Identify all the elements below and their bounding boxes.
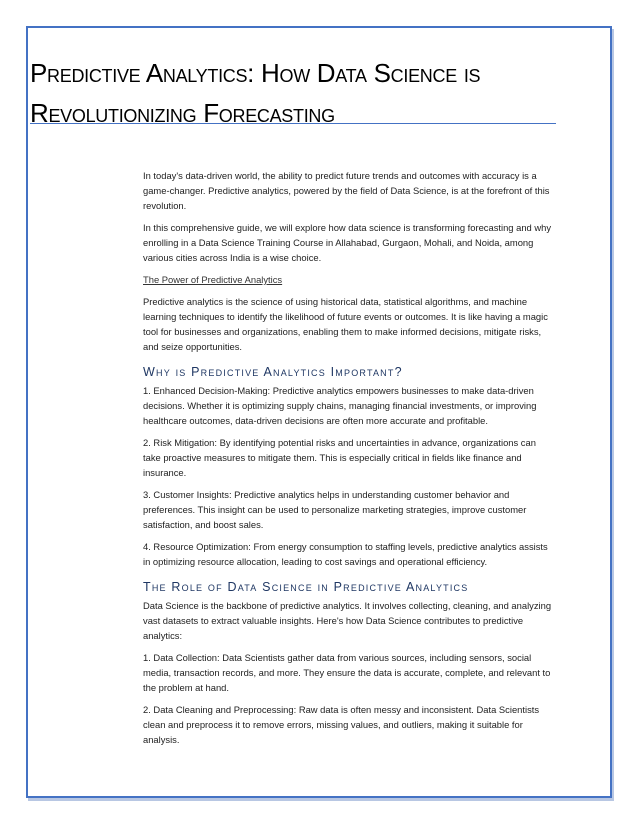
power-section-link[interactable]: The Power of Predictive Analytics xyxy=(143,274,283,285)
intro-paragraph-1: In today's data-driven world, the ability to predict future trends and outcomes with accuracy is a game-changer. Predictive analytics, powered by the field of Data Science, is at the forefront of this revolution. xyxy=(143,170,550,211)
title-divider xyxy=(30,123,556,124)
role-intro: Data Science is the backbone of predictive analytics. It involves collecting, cleaning, and analyzing vast datasets to extract valuable insights. Here's how Data Science contributes to predictive analytics: xyxy=(143,600,552,641)
power-paragraph: Predictive analytics is the science of using historical data, statistical algorithms, and machine learning techniques to identify the likelihood of future events or outcomes. It is like having a magic tool for businesses and organizations, enabling them to make informed decisions, mitigate risks, and seize opportunities. xyxy=(143,296,548,352)
why-item-2: 2. Risk Mitigation: By identifying potential risks and uncertainties in advance, organizations can take proactive measures to mitigate them. This is especially critical in fields like finance and insurance. xyxy=(143,437,536,478)
why-item-4: 4. Resource Optimization: From energy consumption to staffing levels, predictive analytics assists in optimizing resource allocation, leading to cost savings and operational efficiency. xyxy=(143,541,548,567)
role-heading: The Role of Data Science in Predictive Analytics xyxy=(143,580,469,594)
role-item-1: 1. Data Collection: Data Scientists gather data from various sources, including sensors, social media, transaction records, and more. They ensure the data is accurate, complete, and relevant to the problem at hand. xyxy=(143,652,551,693)
role-item-2: 2. Data Cleaning and Preprocessing: Raw data is often messy and inconsistent. Data Scientists clean and preprocess it to remove errors, missing values, and outliers, making it suitable for analysis. xyxy=(143,704,540,745)
why-heading: Why is Predictive Analytics Important? xyxy=(143,365,403,379)
intro-paragraph-2: In this comprehensive guide, we will explore how data science is transforming forecasting and why enrolling in a Data Science Training Course in Allahabad, Gurgaon, Mohali, and Noida, among various cities across India is a wise choice. xyxy=(143,222,552,263)
article-body xyxy=(143,168,556,754)
page-title: Predictive Analytics: How Data Science is Revolutionizing Forecasting xyxy=(30,58,481,128)
why-item-3: 3. Customer Insights: Predictive analytics helps in understanding customer behavior and preferences. This insight can be used to personalize marketing strategies, improve customer satisfaction, and boost sales. xyxy=(143,489,527,530)
why-item-1: 1. Enhanced Decision-Making: Predictive analytics empowers businesses to make data-driven decisions. Whether it is optimizing supply chains, managing financial investments, or improving healthcare outcomes, data-driven decisions are often more accurate and profitable. xyxy=(143,385,537,426)
